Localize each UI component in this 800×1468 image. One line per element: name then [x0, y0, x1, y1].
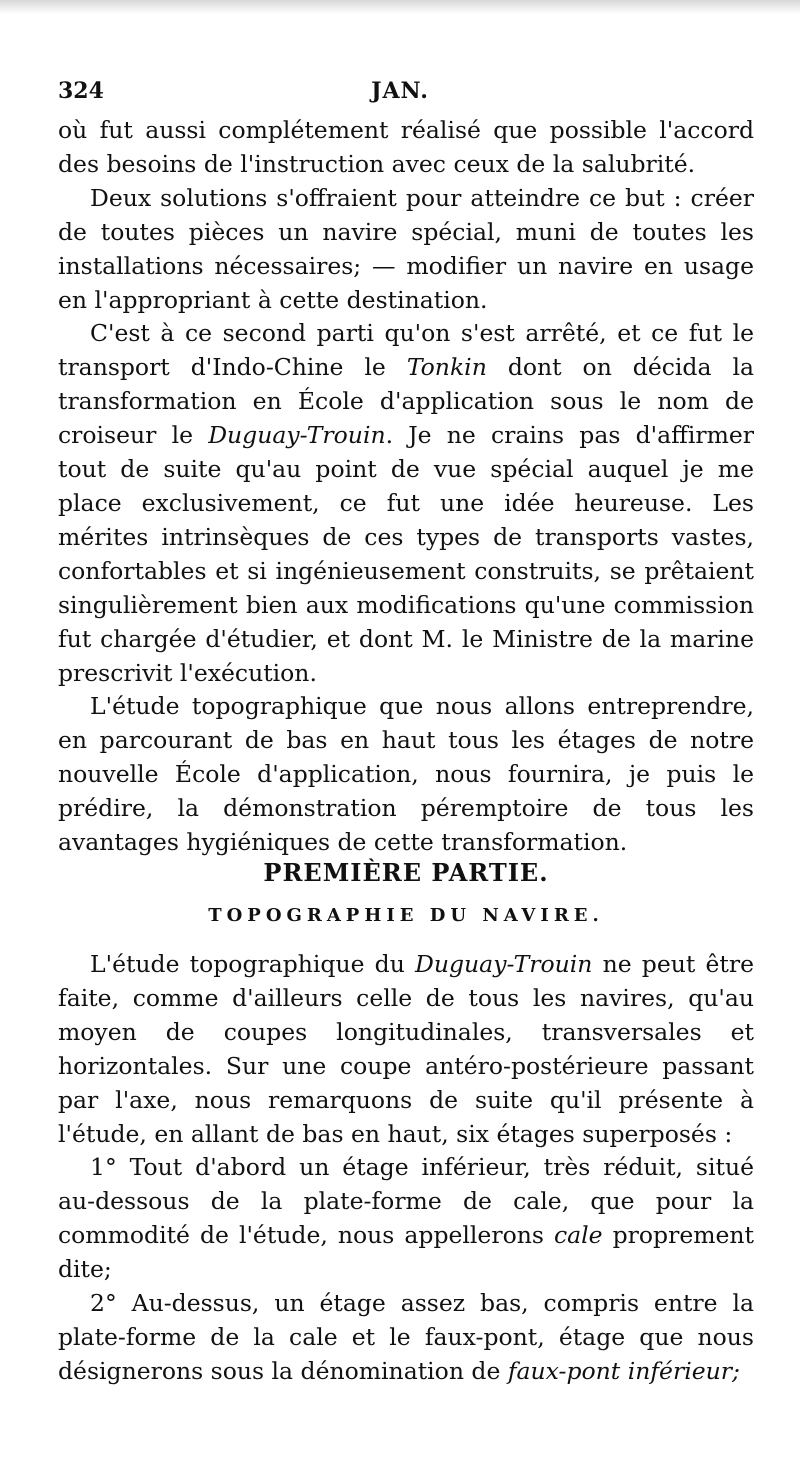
text-run: L'étude topographique du — [90, 950, 416, 978]
text-run: proprement dite; — [58, 1221, 754, 1284]
text-run: C'est à ce second parti qu'on s'est arrêté, et ce fut le transport d'Indo-Chine le — [58, 319, 754, 382]
body-text-bottom — [58, 948, 754, 1389]
italic-ship-name: Tonkin — [406, 353, 487, 382]
text-run: 1° Tout d'abord un étage inférieur, très réduit, situé au-dessous de la plate-forme de cale, que pour la commodité de l'étude, nous appellerons — [58, 1153, 754, 1250]
text-run: 2° Au-dessus, un étage assez bas, compris entre la plate-forme de la cale et le faux-pont, étage que nous désignerons sous la dénomination de — [58, 1289, 754, 1385]
paragraph — [58, 114, 754, 182]
text-run: où fut aussi complétement réalisé que possible l'accord des besoins de l'instruction avec ceux de la salubrité. — [58, 116, 754, 178]
page-top-edge — [0, 0, 800, 14]
running-head — [58, 78, 742, 112]
italic-ship-name: Duguay-Trouin — [208, 421, 386, 450]
body-text-top — [58, 114, 754, 860]
paragraph — [58, 1287, 754, 1389]
italic-ship-name: Duguay-Trouin — [415, 950, 593, 978]
italic-term: faux-pont inférieur; — [507, 1356, 740, 1385]
text-run: Deux solutions s'offraient pour atteindre ce but : créer de toutes pièces un navire spécial, muni de toutes les installations nécessaires; — modifier un navire en usage en l'appropriant à cette destination. — [58, 183, 754, 314]
text-run: dont on décida la transformation en École d'application sous le nom de croiseur le — [58, 353, 754, 450]
running-title: JAN. — [371, 78, 429, 104]
text-run: ne peut être faite, comme d'ailleurs celle de tous les navires, qu'au moyen de coupes longitudinales, transversales et horizontales. Sur une coupe antéro-postérieure passant par l'axe, nous remarquons de suite qu'il présente à l'étude, en allant de bas en haut, six étages superposés : — [58, 950, 754, 1148]
page-number: 324 — [58, 78, 104, 104]
paragraph — [58, 948, 754, 1151]
paragraph — [58, 182, 754, 318]
subsection-title: TOPOGRAPHIE DU NAVIRE. — [208, 905, 604, 926]
text-run: L'étude topographique que nous allons entreprendre, en parcourant de bas en haut tous les étages de notre nouvelle École d'application, nous fournira, je puis le prédire, la démonstration péremptoire de tous les avantages hygiéniques de cette transformation. — [58, 692, 754, 857]
paragraph — [58, 690, 754, 860]
paragraph — [58, 1151, 754, 1287]
paragraph — [58, 317, 754, 690]
section-title: PREMIÈRE PARTIE. — [263, 858, 549, 887]
text-run: . Je ne crains pas d'affirmer tout de suite qu'au point de vue spécial auquel je me place exclusivement, ce fut une idée heureuse. Les mérites intrinsèques de ces types de transports vastes, confortables et si ingénieusement construits, se prêtaient singulièrement bien aux modifications qu'une commission fut chargée d'étudier, et dont M. le Ministre de la marine prescrivit l'exécution. — [58, 421, 754, 687]
italic-term: cale — [553, 1221, 603, 1250]
